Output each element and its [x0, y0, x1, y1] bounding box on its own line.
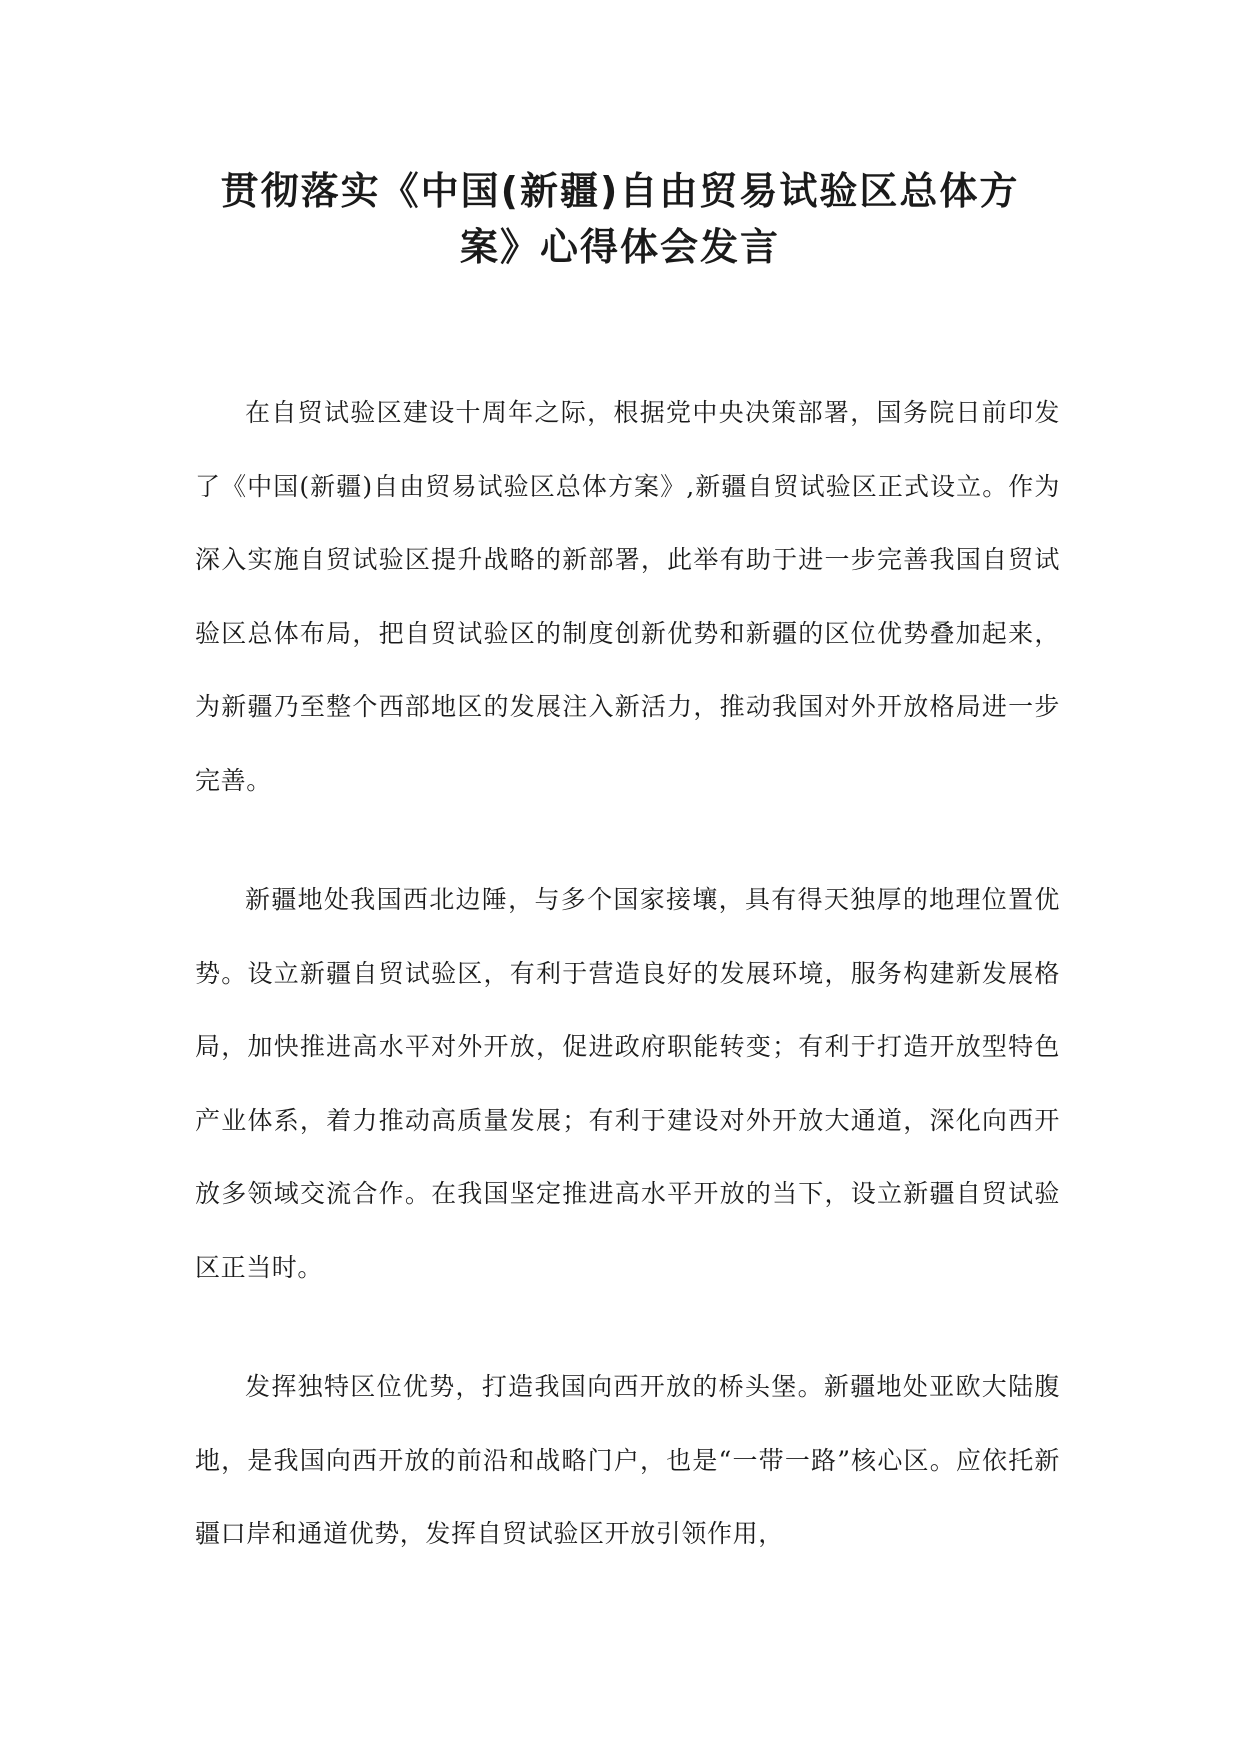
paragraph-3: 发挥独特区位优势，打造我国向西开放的桥头堡。新疆地处亚欧大陆腹地，是我国向西开放的前沿和战略门户，也是“一带一路”核心区。应依托新疆口岸和通道优势，发挥自贸试验区开放引领作用， [195, 1372, 1060, 1548]
document-title-line-1: 贯彻落实《中国(新疆)自由贸易试验区总体方 [220, 169, 1020, 213]
paragraph-1: 在自贸试验区建设十周年之际，根据党中央决策部署，国务院日前印发了《中国(新疆)自由贸易试验区总体方案》,新疆自贸试验区正式设立。作为深入实施自贸试验区提升战略的新部署，此举有助于进一步完善我国自贸试验区总体布局，把自贸试验区的制度创新优势和新疆的区位优势叠加起来，为新疆乃至整个西部地区的发展注入新活力，推动我国对外开放格局进一步完善。 [195, 398, 1060, 795]
paragraph-2: 新疆地处我国西北边陲，与多个国家接壤，具有得天独厚的地理位置优势。设立新疆自贸试验区，有利于营造良好的发展环境，服务构建新发展格局，加快推进高水平对外开放，促进政府职能转变；有利于打造开放型特色产业体系，着力推动高质量发展；有利于建设对外开放大通道，深化向西开放多领域交流合作。在我国坚定推进高水平开放的当下，设立新疆自贸试验区正当时。 [195, 885, 1060, 1282]
document-body [195, 376, 1060, 1617]
document-title-line-2: 案》心得体会发言 [459, 225, 780, 269]
